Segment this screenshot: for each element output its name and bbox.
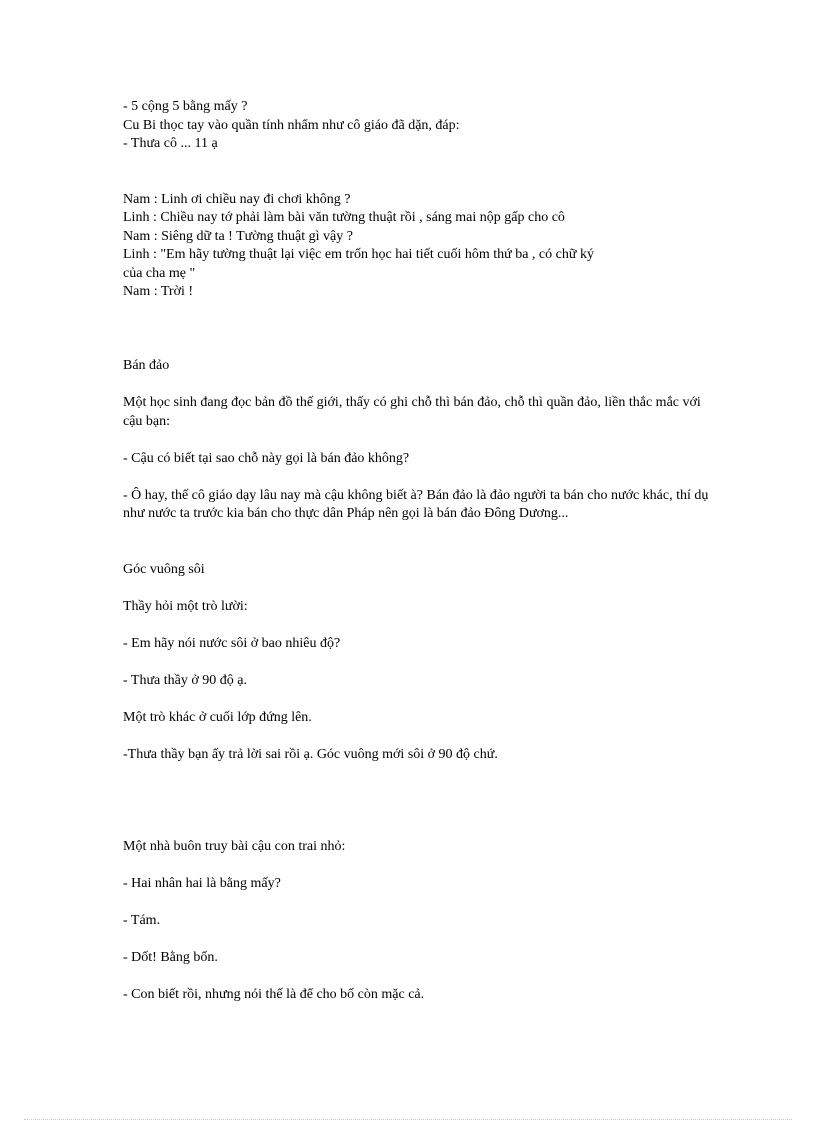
paragraph: - Hai nhân hai là bằng mấy? xyxy=(123,876,281,891)
dialogue-line: của cha mẹ " xyxy=(123,265,196,281)
dialogue-line: Linh : "Em hãy tường thuật lại việc em trốn học hai tiết cuối hôm thứ ba , có chữ ký xyxy=(123,247,594,262)
paragraph: - Dốt! Bằng bốn. xyxy=(123,950,218,965)
paragraph: - Con biết rồi, nhưng nói thế là để cho bố còn mặc cả. xyxy=(123,987,425,1002)
paragraph: - Em hãy nói nước sôi ở bao nhiêu độ? xyxy=(123,635,341,651)
text-line: - Thưa cô ... 11 ạ xyxy=(123,136,218,151)
paragraph: Thầy hỏi một trò lười: xyxy=(123,598,248,614)
section-title: Bán đảo xyxy=(123,358,170,373)
dialogue-line: Nam : Trời ! xyxy=(123,284,194,299)
dialogue-line: Linh : Chiều nay tớ phải làm bài văn tường thuật rồi , sáng mai nộp gấp cho cô xyxy=(123,210,565,225)
text-line: - 5 cộng 5 bằng mấy ? xyxy=(123,99,248,114)
paragraph: Một nhà buôn truy bài cậu con trai nhỏ: xyxy=(123,839,346,854)
paragraph: -Thưa thầy bạn ấy trả lời sai rồi ạ. Góc vuông mới sôi ở 90 độ chứ. xyxy=(123,746,498,762)
page-bottom-edge xyxy=(24,1119,792,1120)
dialogue-line: Nam : Siêng dữ ta ! Tường thuật gì vậy ? xyxy=(123,228,353,244)
paragraph: Một trò khác ở cuối lớp đứng lên. xyxy=(123,709,312,725)
paragraph: Một học sinh đang đọc bản đồ thế giới, thấy có ghi chỗ thì bán đảo, chỗ thì quần đảo, liền thắc mắc với cậu bạn: xyxy=(123,395,701,429)
paragraph: - Cậu có biết tại sao chỗ này gọi là bán đảo không? xyxy=(123,450,410,466)
dialogue-line: Nam : Linh ơi chiều nay đi chơi không ? xyxy=(123,191,351,207)
text-line: Cu Bi thọc tay vào quần tính nhẩm như cô giáo đã dặn, đáp: xyxy=(123,117,460,133)
document-body xyxy=(123,98,713,1005)
paragraph: - Tám. xyxy=(123,913,161,928)
paragraph: - Ô hay, thế cô giáo dạy lâu nay mà cậu không biết à? Bán đảo là đảo người ta bán cho nước khác, thí dụ như nước ta trước kia bán cho thực dân Pháp nên gọi là bán đảo Đông Dương... xyxy=(123,487,709,521)
section-title: Góc vuông sôi xyxy=(123,561,205,577)
paragraph: - Thưa thầy ở 90 độ ạ. xyxy=(123,672,247,688)
